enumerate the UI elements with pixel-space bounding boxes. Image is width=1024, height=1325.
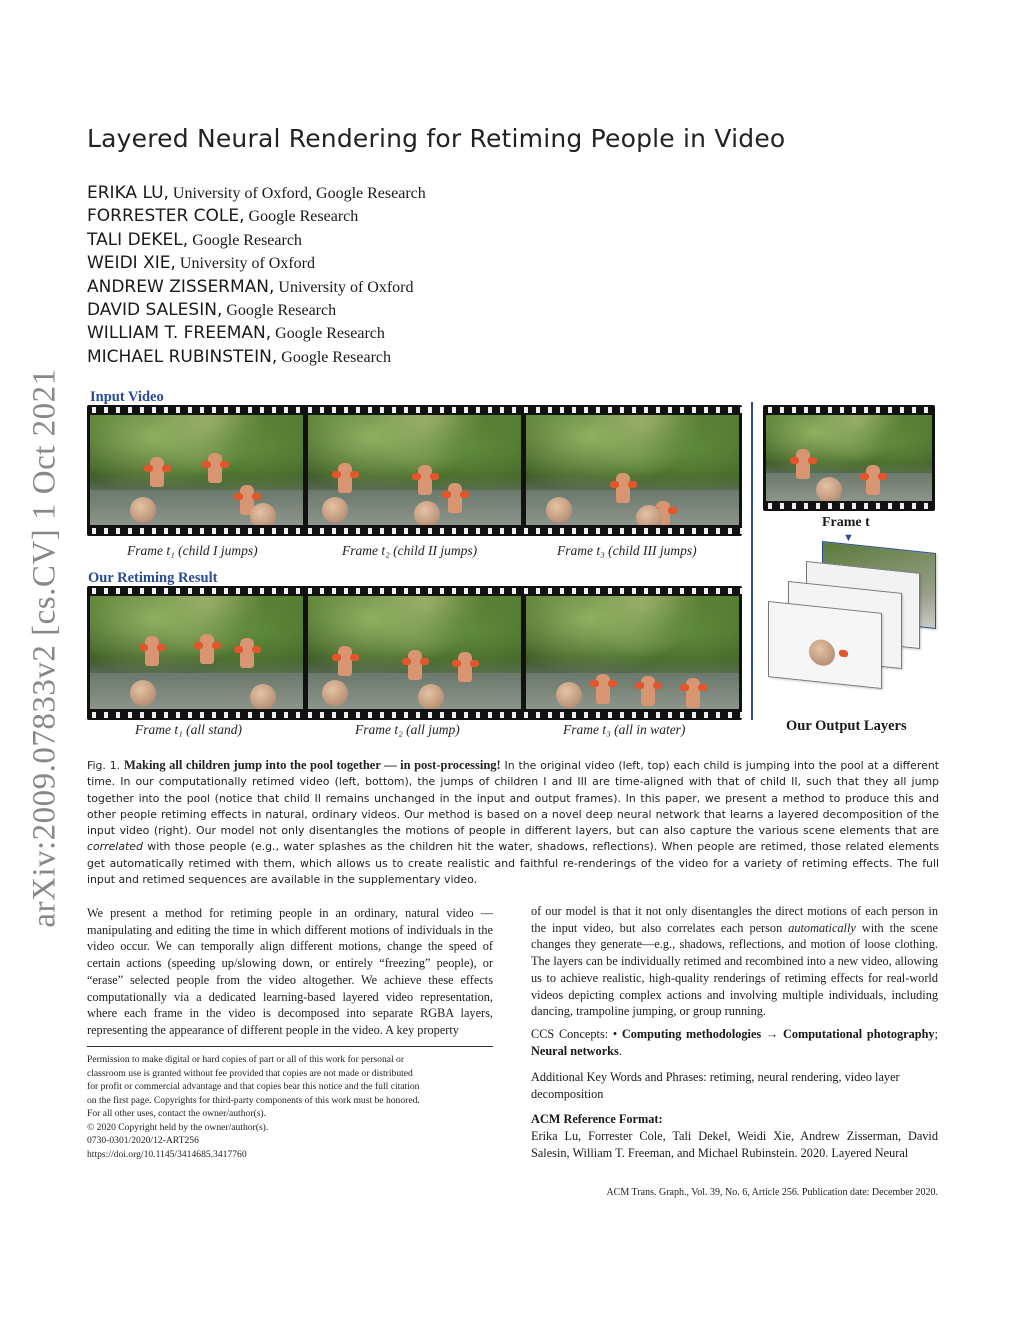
- video-frame-image: [526, 596, 739, 709]
- abstract-column-1: We present a method for retiming people in an ordinary, natural video — manipulating and editing the time in which different motions of individuals in the video occur. We can temporally align different motions, change the speed of certain actions (speeding up/slowing down, or entirely “freezing” people), or “erase” selected people from the video altogether. We achieve these effects computationally via a dedicated learning-based layered video representation, where each frame in the video is decomposed into separate RGBA layers, representing the appearance of different people in the video. A key property: [87, 906, 493, 1037]
- author-affiliation: University of Oxford: [274, 278, 414, 296]
- permission-line: For all other uses, contact the owner/author(s).: [87, 1108, 267, 1119]
- output-layers-label: Our Output Layers: [786, 718, 907, 734]
- video-frame-image: [90, 415, 303, 525]
- figure-caption: [87, 757, 939, 888]
- issn-line: 0730-0301/2020/12-ART256: [87, 1135, 199, 1146]
- author-entry: [87, 277, 426, 300]
- author-entry: [87, 347, 426, 370]
- author-name: WEIDI XIE,: [87, 253, 176, 274]
- permission-line: Permission to make digital or hard copies of part or all of this work for personal or: [87, 1054, 405, 1065]
- author-name: DAVID SALESIN,: [87, 299, 223, 320]
- input-caption-1: Frame t₁ (child I jumps): [127, 543, 258, 558]
- frame-t-label: Frame t: [822, 515, 870, 530]
- result-frame-3: [526, 596, 739, 709]
- author-affiliation: University of Oxford: [175, 255, 315, 273]
- permission-line: classroom use is granted without fee provided that copies are not made or distributed: [87, 1067, 413, 1079]
- input-frame-3: [526, 415, 739, 525]
- figure-divider: [751, 402, 753, 720]
- ccs-prefix: CCS Concepts: •: [531, 1027, 622, 1041]
- film-perforations: [763, 407, 935, 413]
- arxiv-stamp: [20, 368, 70, 928]
- down-arrow-icon: ▼: [843, 532, 854, 544]
- result-frame-1: [90, 596, 303, 709]
- film-perforations: [87, 588, 742, 594]
- paper-title: Layered Neural Rendering for Retiming People in Video: [87, 124, 786, 153]
- figure-caption-italic: correlated: [87, 840, 143, 854]
- arxiv-stamp-text: arXiv:2009.07833v2 [cs.CV] 1 Oct 2021: [26, 368, 63, 928]
- retiming-result-label: Our Retiming Result: [88, 570, 218, 586]
- film-perforations: [763, 503, 935, 509]
- figure-caption-text: with those people (e.g., water splashes as the children hit the water, shadows, reflections). When people are retimed, those related elements get automatically retimed with them, which allows us to create realistic and faithful re-renderings of the video for a variety of retiming effects. The full input and retimed sequences are available in the supplementary video.: [87, 840, 939, 887]
- frame-t-image: [766, 415, 932, 501]
- author-entry: [87, 300, 426, 323]
- input-caption-2: Frame t₂ (child II jumps): [342, 543, 478, 558]
- video-frame-image: [90, 596, 303, 709]
- input-frame-2: [308, 415, 521, 525]
- doi-link[interactable]: https://doi.org/10.1145/3414685.3417760: [87, 1148, 247, 1160]
- result-caption-3: Frame t₃ (all in water): [563, 722, 686, 737]
- author-affiliation: Google Research: [277, 348, 392, 366]
- author-name: ERIKA LU,: [87, 183, 169, 203]
- input-caption-3: Frame t₃ (child III jumps): [557, 543, 697, 558]
- acm-reference-text: Erika Lu, Forrester Cole, Tali Dekel, Weidi Xie, Andrew Zisserman, David Salesin, William T. Freeman, and Michael Rubinstein. 2020. Layered Neural: [531, 1129, 938, 1160]
- video-frame-image: [526, 415, 739, 525]
- output-layers-stack: [762, 545, 940, 715]
- figure-caption-prefix: Fig. 1.: [87, 759, 124, 772]
- result-caption-1: Frame t₁ (all stand): [135, 722, 243, 737]
- author-affiliation: Google Research: [188, 231, 302, 249]
- video-frame-image: [766, 415, 932, 501]
- film-perforations: [87, 528, 742, 534]
- ccs-end: .: [618, 1044, 622, 1058]
- author-name: ANDREW ZISSERMAN,: [87, 276, 275, 297]
- film-perforations: [87, 712, 742, 718]
- figure-caption-bold: Making all children jump into the pool together — in post-processing!: [123, 758, 501, 772]
- permission-line: on the first page. Copyrights for third-party components of this work must be honored.: [87, 1094, 420, 1106]
- film-perforations: [87, 407, 742, 413]
- input-video-label: Input Video: [90, 389, 164, 405]
- abstract-italic: automatically: [788, 920, 856, 935]
- abstract-text: with the scene changes they generate—e.g., shadows, reflections, and motion of loose clothing. The layers can be individually retimed and recombined into a new video, allowing us to achieve realistic, high-quality renderings of retiming effects for real-world videos depicting complex actions and involving multiple individuals, including dancing, trampoline jumping, or group running.: [531, 920, 938, 1019]
- ccs-concepts: [531, 1026, 938, 1060]
- permission-notice: [87, 1046, 493, 1161]
- author-affiliation: Google Research: [244, 208, 359, 226]
- video-frame-image: [308, 596, 521, 709]
- author-name: MICHAEL RUBINSTEIN,: [87, 346, 278, 367]
- author-entry: [87, 253, 426, 276]
- author-name: WILLIAM T. FREEMAN,: [87, 323, 272, 344]
- author-entry: [87, 230, 426, 253]
- abstract-text: of our model is that it not only disentangles the direct motions of each person in the input video, but also correlates each person: [531, 904, 938, 935]
- author-entry: [87, 183, 426, 206]
- abstract-column-2: [531, 903, 938, 1020]
- acm-reference-heading: ACM Reference Format:: [531, 1112, 663, 1126]
- input-film-strip: [87, 405, 742, 536]
- permission-line: for profit or commercial advantage and that copies bear this notice and the full citation: [87, 1081, 420, 1092]
- result-caption-2: Frame t₂ (all jump): [355, 722, 460, 737]
- acm-reference: [531, 1111, 938, 1162]
- copyright-line: © 2020 Copyright held by the owner/author(s).: [87, 1121, 269, 1133]
- ccs-concept-2: Neural networks: [531, 1044, 619, 1058]
- result-film-strip: [87, 586, 742, 720]
- input-frame-1: [90, 415, 303, 525]
- author-affiliation: Google Research: [222, 301, 337, 319]
- figure-caption-text: In the original video (left, top) each child is jumping into the pool at a different time. In our computationally retimed video (left, bottom), the jumps of children I and III are time-aligned with that of child II, such that they all jump together into the pool (notice that child II remains unchanged in the input and output frames). In this paper, we present a method to produce this and other people retiming effects in natural, ordinary videos. Our method is based on a novel deep neural network that learns a layered decomposition of the input video (right). Our model not only disentangles the motions of people in different layers, but can also capture the various scene elements that are: [87, 759, 939, 838]
- ccs-concept-1: Computing methodologies → Computational photography: [621, 1027, 935, 1041]
- page-footer: ACM Trans. Graph., Vol. 39, No. 6, Article 256. Publication date: December 2020.: [606, 1187, 938, 1198]
- author-affiliation: Google Research: [271, 325, 385, 343]
- result-frame-2: [308, 596, 521, 709]
- keywords: Additional Key Words and Phrases: retiming, neural rendering, video layer decomposition: [531, 1070, 900, 1101]
- author-entry: [87, 323, 426, 346]
- author-name: TALI DEKEL,: [87, 229, 189, 250]
- output-layer: [768, 601, 882, 689]
- author-list: [87, 183, 426, 370]
- ccs-separator: ;: [934, 1027, 938, 1041]
- author-name: FORRESTER COLE,: [87, 206, 245, 227]
- author-entry: [87, 206, 426, 229]
- frame-t-film: [763, 405, 935, 511]
- video-frame-image: [308, 415, 521, 525]
- author-affiliation: University of Oxford, Google Research: [168, 185, 426, 202]
